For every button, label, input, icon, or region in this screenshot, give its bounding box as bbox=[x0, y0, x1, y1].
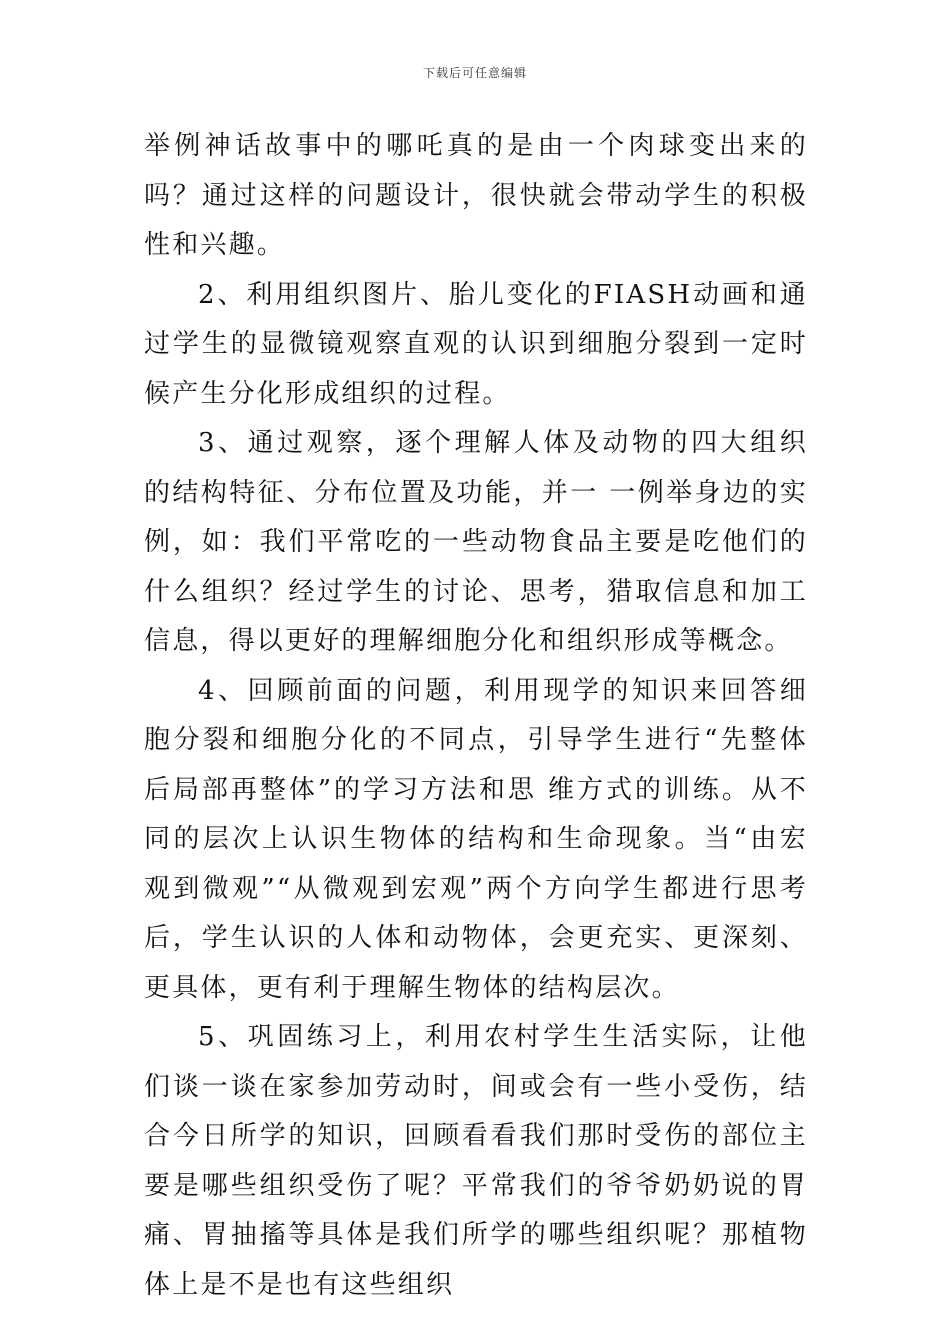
paragraph-2: 2、利用组织图片、胎儿变化的FIASH动画和通过学生的显微镜观察直观的认识到细胞分裂到一定时候产生分化形成组织的过程。 bbox=[144, 279, 808, 409]
paragraph-3: 3、通过观察，逐个理解人体及动物的四大组织的结构特征、分布位置及功能，并一 一例举身边的实例，如：我们平常吃的一些动物食品主要是吃他们的什么组织？经过学生的讨论、思考，猎取信息和加工信息，得以更好的理解细胞分化和组织形成等概念。 bbox=[144, 428, 808, 656]
page-header: 下载后可任意编辑 bbox=[422, 66, 527, 80]
paragraph-4: 4、回顾前面的问题，利用现学的知识来回答细胞分裂和细胞分化的不同点，引导学生进行“先整体后局部再整体”的学习方法和思 维方式的训练。从不同的层次上认识生物体的结构和生命现象。当“由宏观到微观”“从微观到宏观”两个方向学生都进行思考后，学生认识的人体和动物体，会更充实、更深刻、更具体，更有利于理解生物体的结构层次。 bbox=[144, 675, 808, 1003]
paragraph-5: 5、巩固练习上，利用农村学生生活实际，让他们谈一谈在家参加劳动时，间或会有一些小受伤，结合今日所学的知识，回顾看看我们那时受伤的部位主要是哪些组织受伤了呢？平常我们的爷爷奶奶说的胃痛、胃抽搐等具体是我们所学的哪些组织呢？那植物体上是不是也有这些组织 bbox=[144, 1022, 808, 1300]
document-body bbox=[144, 122, 808, 1310]
paragraph-1: 举例神话故事中的哪吒真的是由一个肉球变出来的吗？通过这样的问题设计，很快就会带动学生的积极性和兴趣。 bbox=[144, 131, 808, 260]
